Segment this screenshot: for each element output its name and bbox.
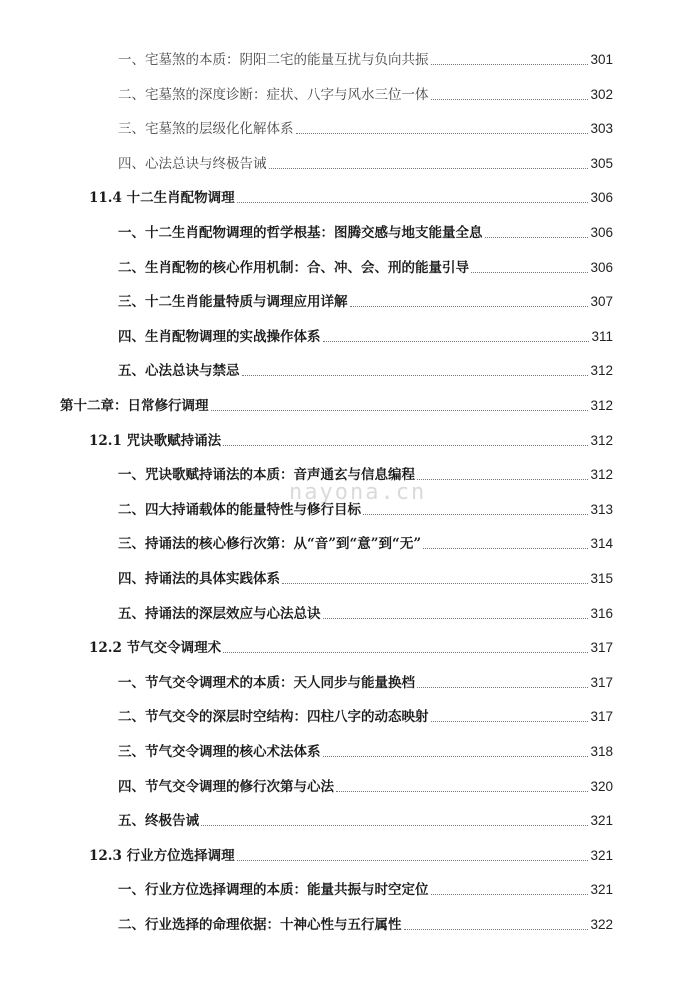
toc-entry-page-number: 302 <box>590 87 613 102</box>
toc-entry-title: 四、心法总诀与终极告诫 <box>118 156 267 172</box>
toc-leader-dots <box>323 341 590 342</box>
toc-entry-page-number: 317 <box>590 640 613 655</box>
toc-leader-dots <box>223 445 588 446</box>
toc-leader-dots <box>336 791 588 792</box>
toc-leader-dots <box>431 894 589 895</box>
toc-leader-dots <box>323 618 589 619</box>
toc-entry[interactable] <box>118 568 613 588</box>
toc-leader-dots <box>201 825 588 826</box>
toc-leader-dots <box>237 202 589 203</box>
toc-leader-dots <box>431 64 589 65</box>
toc-entry-page-number: 314 <box>590 536 613 551</box>
toc-entry-title: 三、持诵法的核心修行次第：从“音”到“意”到“无” <box>118 536 422 552</box>
toc-entry-page-number: 321 <box>590 813 613 828</box>
toc-entry-page-number: 317 <box>590 675 613 690</box>
watermark: nayona.cn <box>289 480 427 505</box>
toc-entry-page-number: 306 <box>590 260 613 275</box>
toc-leader-dots <box>431 99 589 100</box>
toc-entry[interactable] <box>118 118 613 138</box>
toc-entry[interactable] <box>118 706 613 726</box>
toc-entry-title: 一、咒诀歌赋持诵法的本质：音声通玄与信息编程 <box>118 467 415 483</box>
toc-entry-title: 一、行业方位选择调理的本质：能量共振与时空定位 <box>118 882 429 898</box>
toc-entry-page-number: 321 <box>590 848 613 863</box>
toc-entry[interactable] <box>118 360 613 380</box>
toc-leader-dots <box>223 652 588 653</box>
toc-leader-dots <box>237 860 589 861</box>
toc-entry[interactable] <box>118 603 613 623</box>
toc-entry[interactable] <box>118 222 613 242</box>
toc-entry-title: 三、宅墓煞的层级化化解体系 <box>118 121 294 137</box>
toc-entry[interactable] <box>60 395 613 415</box>
toc-entry-page-number: 317 <box>590 709 613 724</box>
toc-entry[interactable] <box>118 741 613 761</box>
toc-leader-dots <box>485 237 589 238</box>
toc-entry[interactable] <box>89 430 613 450</box>
toc-entry-title: 一、节气交令调理术的本质：天人同步与能量换档 <box>118 675 415 691</box>
toc-leader-dots <box>350 306 589 307</box>
toc-entry-title: 五、终极告诫 <box>118 813 199 829</box>
toc-entry-title: 四、生肖配物调理的实战操作体系 <box>118 329 321 345</box>
toc-entry-page-number: 313 <box>590 502 613 517</box>
toc-entry-title: 二、生肖配物的核心作用机制：合、冲、会、刑的能量引导 <box>118 260 469 276</box>
toc-entry-page-number: 306 <box>590 225 613 240</box>
toc-entry-title: 11.4 十二生肖配物调理 <box>89 190 235 206</box>
toc-entry-page-number: 322 <box>590 917 613 932</box>
toc-entry-title: 四、节气交令调理的修行次第与心法 <box>118 779 334 795</box>
toc-entry-title: 二、行业选择的命理依据：十神心性与五行属性 <box>118 917 402 933</box>
toc-entry-page-number: 315 <box>590 571 613 586</box>
toc-entry[interactable] <box>118 672 613 692</box>
toc-entry[interactable] <box>118 326 613 346</box>
toc-entry-title: 12.2 节气交令调理术 <box>89 640 222 656</box>
toc-leader-dots <box>323 756 589 757</box>
toc-entry-page-number: 311 <box>591 329 613 344</box>
toc-leader-dots <box>296 133 589 134</box>
toc-entry-page-number: 320 <box>590 779 613 794</box>
toc-entry-page-number: 312 <box>590 433 613 448</box>
toc-entry-page-number: 307 <box>590 294 613 309</box>
toc-entry-title: 三、节气交令调理的核心术法体系 <box>118 744 321 760</box>
toc-entry-page-number: 306 <box>590 190 613 205</box>
toc-leader-dots <box>282 583 588 584</box>
toc-entry-page-number: 316 <box>590 606 613 621</box>
toc-leader-dots <box>242 375 589 376</box>
toc-leader-dots <box>471 272 588 273</box>
toc-entry-page-number: 312 <box>590 398 613 413</box>
toc-leader-dots <box>363 514 588 515</box>
toc-entry-title: 二、四大持诵载体的能量特性与修行目标 <box>118 502 361 518</box>
toc-entry[interactable] <box>118 810 613 830</box>
toc-leader-dots <box>417 687 588 688</box>
toc-entry-title: 五、持诵法的深层效应与心法总诀 <box>118 606 321 622</box>
toc-entry-title: 一、宅墓煞的本质：阴阳二宅的能量互扰与负向共振 <box>118 52 429 68</box>
toc-entry[interactable] <box>118 49 613 69</box>
toc-entry-title: 四、持诵法的具体实践体系 <box>118 571 280 587</box>
toc-entry-page-number: 321 <box>590 882 613 897</box>
toc-entry[interactable] <box>118 533 613 553</box>
toc-entry[interactable] <box>118 776 613 796</box>
toc-entry[interactable] <box>118 879 613 899</box>
toc-entry[interactable] <box>118 153 613 173</box>
toc-leader-dots <box>269 168 589 169</box>
toc-entry[interactable] <box>118 257 613 277</box>
toc-entry-page-number: 312 <box>590 467 613 482</box>
toc-entry[interactable] <box>89 845 613 865</box>
toc-entry-title: 一、十二生肖配物调理的哲学根基：图腾交感与地支能量全息 <box>118 225 483 241</box>
toc-leader-dots <box>423 548 588 549</box>
toc-leader-dots <box>404 929 589 930</box>
toc-entry-page-number: 301 <box>590 52 613 67</box>
toc-entry[interactable] <box>118 291 613 311</box>
toc-entry[interactable] <box>118 84 613 104</box>
toc-entry-title: 三、十二生肖能量特质与调理应用详解 <box>118 294 348 310</box>
toc-entry-title: 12.3 行业方位选择调理 <box>89 848 235 864</box>
toc-entry-title: 二、宅墓煞的深度诊断：症状、八字与风水三位一体 <box>118 87 429 103</box>
toc-entry[interactable] <box>118 914 613 934</box>
toc-entry-page-number: 318 <box>590 744 613 759</box>
toc-entry-title: 12.1 咒诀歌赋持诵法 <box>89 433 222 449</box>
toc-entry-page-number: 312 <box>590 363 613 378</box>
toc-entry-page-number: 305 <box>590 156 613 171</box>
toc-leader-dots <box>417 479 588 480</box>
toc-entry-title: 第十二章：日常修行调理 <box>60 398 209 414</box>
toc-entry-page-number: 303 <box>590 121 613 136</box>
toc-entry-title: 二、节气交令的深层时空结构：四柱八字的动态映射 <box>118 709 429 725</box>
toc-entry[interactable] <box>89 637 613 657</box>
toc-entry-title: 五、心法总诀与禁忌 <box>118 363 240 379</box>
toc-leader-dots <box>431 721 589 722</box>
toc-entry[interactable] <box>89 187 613 207</box>
toc-leader-dots <box>211 410 589 411</box>
